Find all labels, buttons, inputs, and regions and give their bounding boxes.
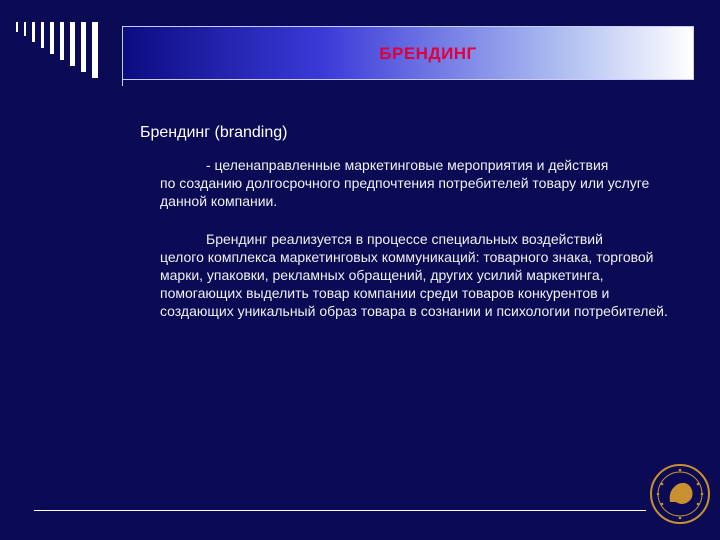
decorative-stripes	[16, 22, 116, 82]
university-seal-icon	[648, 462, 712, 526]
title-banner	[122, 26, 694, 80]
definition-rest: по созданию долгосрочного предпочтения потребителей товару или услуге данной компании.	[160, 175, 650, 209]
slide-content	[140, 124, 680, 320]
footer-divider	[34, 510, 646, 511]
definition-line-1: - целенаправленные маркетинговые мероприятия и действия	[206, 157, 609, 173]
title-divider	[122, 80, 123, 86]
implementation-paragraph	[140, 230, 680, 320]
definition-paragraph	[140, 156, 680, 210]
content-heading: Брендинг (branding)	[140, 124, 288, 141]
implementation-line-1: Брендинг реализуется в процессе специальных воздействий	[206, 231, 603, 247]
implementation-rest: целого комплекса маркетинговых коммуникаций: товарного знака, торговой марки, упаковки, рекламных обращений, других усилий маркетинга, помогающих выделить товар компании среди товаров конкурентов и создающих уникальный образ товара в сознании и психологии потребителей.	[160, 249, 668, 319]
slide-title: БРЕНДИНГ	[379, 44, 477, 63]
